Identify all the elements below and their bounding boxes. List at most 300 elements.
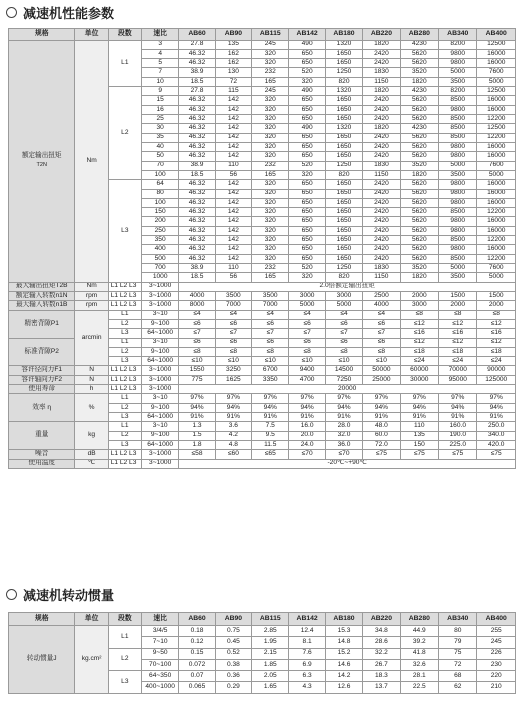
column-header: AB180 — [325, 613, 362, 626]
table-cell: 420.0 — [477, 440, 516, 449]
unit-cell: ℃ — [75, 459, 108, 468]
table-cell: 320 — [252, 133, 289, 142]
unit-cell: kg — [75, 422, 108, 450]
table-cell: 94% — [252, 403, 289, 412]
column-header: AB142 — [289, 613, 325, 626]
table-cell: 97% — [363, 394, 400, 403]
table-cell: ≤8 — [439, 310, 477, 319]
unit-cell: N — [75, 366, 108, 375]
table-row — [9, 366, 516, 375]
column-header: 段数 — [108, 29, 141, 41]
unit-cell: dB — [75, 450, 108, 459]
table-cell: 3500 — [215, 291, 251, 300]
table-cell: 650 — [289, 180, 325, 189]
table-cell: 1650 — [325, 217, 362, 226]
table-cell: 5620 — [400, 245, 438, 254]
table-cell: 46.32 — [179, 96, 215, 105]
table-cell: ≤7 — [252, 329, 289, 338]
table-cell: 650 — [289, 198, 325, 207]
unit-cell: rpm — [75, 301, 108, 310]
table-cell: 75 — [439, 648, 477, 659]
table-cell: 36.0 — [325, 440, 362, 449]
table-cell: ≤6 — [215, 319, 251, 328]
label-line: 额定输出扭矩 — [21, 152, 62, 160]
performance-table — [8, 28, 516, 469]
table-cell: 7600 — [477, 161, 516, 170]
table-cell: 1650 — [325, 198, 362, 207]
table-cell: 46.32 — [179, 236, 215, 245]
table-cell: ≤7 — [363, 329, 400, 338]
table-cell: 7.6 — [289, 648, 325, 659]
table-cell: 91% — [252, 413, 289, 422]
table-cell: 91% — [363, 413, 400, 422]
column-header: 单位 — [75, 29, 108, 41]
table-cell: 1650 — [325, 115, 362, 124]
table-cell: 490 — [289, 124, 325, 133]
table-cell: 16000 — [477, 198, 516, 207]
table-cell: 5620 — [400, 254, 438, 263]
table-cell: 2420 — [363, 254, 400, 263]
table-cell: 226 — [477, 648, 516, 659]
table-cell: 5620 — [400, 115, 438, 124]
table-cell: 650 — [289, 236, 325, 245]
table-cell: ≤58 — [179, 450, 215, 459]
table-cell: 2.85 — [252, 626, 289, 637]
table-cell: 8500 — [439, 236, 477, 245]
table-cell: ≤60 — [215, 450, 251, 459]
table-cell: ≤65 — [252, 450, 289, 459]
table-cell: 650 — [289, 115, 325, 124]
ratio-cell: 9~100 — [141, 431, 178, 440]
table-cell: 320 — [252, 49, 289, 58]
table-cell: 165 — [252, 273, 289, 282]
table-cell: 94% — [477, 403, 516, 412]
stage-cell: L1 L2 L3 — [108, 459, 141, 468]
table-cell: 3000 — [400, 301, 438, 310]
table-cell: 2420 — [363, 96, 400, 105]
table-cell: 3500 — [439, 77, 477, 86]
table-cell: 245 — [252, 40, 289, 49]
table-cell: 2420 — [363, 142, 400, 151]
table-cell: 4700 — [289, 375, 325, 384]
table-cell: ≤12 — [477, 338, 516, 347]
table-cell: ≤75 — [439, 450, 477, 459]
table-cell: 60000 — [400, 366, 438, 375]
table-cell: 32.0 — [325, 431, 362, 440]
table-cell: 6700 — [252, 366, 289, 375]
table-cell: 8200 — [439, 87, 477, 96]
table-cell: 320 — [252, 115, 289, 124]
table-cell: 9800 — [439, 49, 477, 58]
table-cell: ≤18 — [477, 347, 516, 356]
table-cell: 1000 — [141, 273, 178, 282]
table-cell: 1650 — [325, 105, 362, 114]
section-title-performance — [6, 2, 114, 22]
table-cell: 95000 — [439, 375, 477, 384]
stage-cell: L1 — [108, 422, 141, 431]
table-cell: 3350 — [252, 375, 289, 384]
table-cell: ≤12 — [477, 319, 516, 328]
table-cell: 4000 — [179, 291, 215, 300]
table-cell: 15 — [141, 96, 178, 105]
table-cell: ≤16 — [439, 329, 477, 338]
row-label: 精密背隙P1 — [9, 310, 75, 338]
table-cell: 320 — [252, 226, 289, 235]
ratio-cell: 3~10 — [141, 310, 178, 319]
row-label: 效率 η — [9, 394, 75, 422]
table-cell: 46.32 — [179, 59, 215, 68]
table-cell: ≤4 — [215, 310, 251, 319]
table-cell: 1650 — [325, 96, 362, 105]
table-cell: 46.32 — [179, 124, 215, 133]
table-cell: 90000 — [477, 366, 516, 375]
circle-bullet-icon — [6, 589, 17, 600]
ratio-cell: 9~100 — [141, 347, 178, 356]
table-cell: 320 — [252, 142, 289, 151]
table-cell: 1820 — [363, 87, 400, 96]
table-cell: 80 — [439, 626, 477, 637]
table-cell: 2420 — [363, 59, 400, 68]
table-cell: 142 — [215, 96, 251, 105]
table-cell: 3520 — [400, 161, 438, 170]
column-header: 段数 — [108, 613, 141, 626]
table-cell: 16 — [141, 105, 178, 114]
table-cell: 14500 — [325, 366, 362, 375]
table-cell: 320 — [252, 198, 289, 207]
table-cell: 28.0 — [325, 422, 362, 431]
row-label: 额定输入转数n1N — [9, 291, 75, 300]
table-cell: 142 — [215, 226, 251, 235]
table-cell: 46.32 — [179, 254, 215, 263]
table-cell: 3250 — [215, 366, 251, 375]
table-cell: 9800 — [439, 198, 477, 207]
table-row — [9, 459, 516, 468]
table-cell: 115 — [215, 87, 251, 96]
table-cell: 150 — [400, 440, 438, 449]
unit-cell: kg.cm² — [75, 626, 108, 694]
table-cell: 650 — [289, 49, 325, 58]
table-cell: 8500 — [439, 208, 477, 217]
table-cell: 8500 — [439, 124, 477, 133]
table-cell: 94% — [289, 403, 325, 412]
table-cell: ≤24 — [400, 357, 438, 366]
table-cell: 1820 — [363, 124, 400, 133]
table-cell: 16000 — [477, 152, 516, 161]
column-header: AB400 — [477, 613, 516, 626]
table-cell: 520 — [289, 264, 325, 273]
ratio-cell: 3~1000 — [141, 459, 178, 468]
table-cell: 820 — [325, 77, 362, 86]
table-cell: 1.85 — [252, 659, 289, 670]
table-cell: 4230 — [400, 124, 438, 133]
table-cell: 16.0 — [289, 422, 325, 431]
table-cell: 7~10 — [141, 637, 178, 648]
table-cell: 25 — [141, 115, 178, 124]
table-cell: ≤6 — [363, 319, 400, 328]
table-cell: 14.2 — [325, 671, 362, 682]
table-cell: 1500 — [477, 291, 516, 300]
table-row — [9, 291, 516, 300]
table-cell: 38.9 — [179, 161, 215, 170]
table-cell: 135 — [400, 431, 438, 440]
table-row — [9, 375, 516, 384]
table-cell: 97% — [477, 394, 516, 403]
inertia-table — [8, 612, 516, 694]
table-cell: ≤4 — [179, 310, 215, 319]
table-cell: 56 — [215, 273, 251, 282]
table-cell: 350 — [141, 236, 178, 245]
table-cell: 142 — [215, 217, 251, 226]
table-cell: 12200 — [477, 254, 516, 263]
table-cell: 1820 — [400, 77, 438, 86]
table-cell: ≤7 — [325, 329, 362, 338]
table-cell: 3500 — [439, 273, 477, 282]
column-header: 规格 — [9, 613, 75, 626]
table-row — [9, 450, 516, 459]
column-header: AB220 — [363, 613, 400, 626]
table-cell: 2420 — [363, 236, 400, 245]
table-cell: 8500 — [439, 96, 477, 105]
table-cell: 94% — [325, 403, 362, 412]
table-cell: 27.8 — [179, 87, 215, 96]
table-cell: 4.2 — [215, 431, 251, 440]
table-cell: 225.0 — [439, 440, 477, 449]
table-cell: 1150 — [363, 170, 400, 179]
row-label: 使用寿命 — [9, 385, 75, 394]
table-cell: 320 — [289, 273, 325, 282]
table-cell: 5620 — [400, 105, 438, 114]
column-header: AB90 — [215, 29, 251, 41]
table-cell: 1830 — [363, 161, 400, 170]
table-cell: 100 — [141, 198, 178, 207]
table-cell: 5620 — [400, 152, 438, 161]
table-cell: 400 — [141, 245, 178, 254]
table-cell: 97% — [215, 394, 251, 403]
table-cell: 3500 — [252, 291, 289, 300]
table-cell: 245 — [252, 87, 289, 96]
stage-cell: L2 — [108, 403, 141, 412]
section-title-text: 减速机转动惯量 — [23, 588, 115, 604]
table-cell: ≤8 — [477, 310, 516, 319]
table-cell: 190.0 — [439, 431, 477, 440]
table-cell: 320 — [252, 105, 289, 114]
table-cell: 5000 — [289, 301, 325, 310]
table-cell: 650 — [289, 142, 325, 151]
table-cell: 650 — [289, 96, 325, 105]
table-cell: ≤6 — [325, 338, 362, 347]
table-cell: 94% — [363, 403, 400, 412]
table-cell: 250.0 — [477, 422, 516, 431]
table-cell: ≤10 — [252, 357, 289, 366]
table-cell: 3.6 — [215, 422, 251, 431]
column-header: AB220 — [363, 29, 400, 41]
table-cell: 18.3 — [363, 671, 400, 682]
table-cell: 520 — [289, 161, 325, 170]
table-cell: 46.32 — [179, 217, 215, 226]
table-cell: 46.32 — [179, 226, 215, 235]
table-cell: 20.0 — [289, 431, 325, 440]
table-cell: 12200 — [477, 208, 516, 217]
table-cell: ≤10 — [179, 357, 215, 366]
table-cell: 5000 — [439, 161, 477, 170]
stage-cell: L2 — [108, 648, 141, 671]
ratio-cell: 64~1000 — [141, 440, 178, 449]
stage-cell: L1 L2 L3 — [108, 450, 141, 459]
table-cell: 2420 — [363, 217, 400, 226]
table-cell: 16000 — [477, 180, 516, 189]
table-cell: 8500 — [439, 115, 477, 124]
table-cell: 9.5 — [252, 431, 289, 440]
table-cell: 38.9 — [179, 264, 215, 273]
table-cell: 1320 — [325, 40, 362, 49]
table-cell: 1830 — [363, 68, 400, 77]
table-cell: 1650 — [325, 226, 362, 235]
table-cell: 142 — [215, 133, 251, 142]
table-row — [9, 385, 516, 394]
table-cell: 1320 — [325, 87, 362, 96]
column-header: AB340 — [439, 613, 477, 626]
unit-cell: Nm — [75, 40, 108, 282]
table-cell: 1150 — [363, 273, 400, 282]
table-cell: 32.2 — [363, 648, 400, 659]
table-cell: 91% — [400, 413, 438, 422]
table-cell: 18.5 — [179, 170, 215, 179]
table-cell: 72.0 — [363, 440, 400, 449]
table-cell: 68 — [439, 671, 477, 682]
table-cell: 1650 — [325, 245, 362, 254]
table-cell: 162 — [215, 59, 251, 68]
row-label: 最大输出扭矩T2B — [9, 282, 75, 291]
table-cell: ≤75 — [400, 450, 438, 459]
table-cell: 91% — [477, 413, 516, 422]
column-header: AB180 — [325, 29, 362, 41]
row-label: 容许径向力F1 — [9, 366, 75, 375]
column-header: AB60 — [179, 613, 215, 626]
table-cell: 46.32 — [179, 142, 215, 151]
table-cell: ≤8 — [179, 347, 215, 356]
table-cell: 320 — [252, 180, 289, 189]
table-cell: ≤8 — [215, 347, 251, 356]
table-cell: 13.7 — [363, 682, 400, 693]
table-cell: 70~100 — [141, 659, 178, 670]
table-cell: 0.18 — [179, 626, 215, 637]
table-cell: 5620 — [400, 208, 438, 217]
stage-cell: L1 L2 L3 — [108, 291, 141, 300]
table-cell: ≤12 — [439, 338, 477, 347]
table-cell: 162 — [215, 49, 251, 58]
stage-cell: L2 — [108, 431, 141, 440]
table-cell: 1820 — [400, 273, 438, 282]
table-cell: ≤4 — [289, 310, 325, 319]
table-cell: 245 — [477, 637, 516, 648]
table-cell: 72 — [439, 659, 477, 670]
table-cell: 1650 — [325, 152, 362, 161]
table-cell: 11.5 — [252, 440, 289, 449]
table-cell: 2000 — [400, 291, 438, 300]
stage-cell: L3 — [108, 180, 141, 282]
stage-cell: L1 L2 L3 — [108, 282, 141, 291]
ratio-cell: 3~1000 — [141, 282, 178, 291]
row-label: 使用温度 — [9, 459, 75, 468]
row-label: 容许轴向力F2 — [9, 375, 75, 384]
column-header: AB115 — [252, 29, 289, 41]
ratio-cell: 3~10 — [141, 394, 178, 403]
table-cell: 9800 — [439, 152, 477, 161]
table-cell: 8500 — [439, 133, 477, 142]
table-cell: 650 — [289, 105, 325, 114]
merged-value: -20℃~+90℃ — [179, 459, 516, 468]
table-cell: 650 — [289, 208, 325, 217]
table-cell: 12200 — [477, 133, 516, 142]
table-cell: 0.38 — [215, 659, 251, 670]
stage-cell: L1 — [108, 626, 141, 649]
table-cell: ≤70 — [325, 450, 362, 459]
ratio-cell: 9~100 — [141, 319, 178, 328]
table-cell: ≤7 — [179, 329, 215, 338]
table-cell: 320 — [252, 236, 289, 245]
table-cell: 320 — [289, 77, 325, 86]
stage-cell: L3 — [108, 329, 141, 338]
table-cell: ≤18 — [400, 347, 438, 356]
table-cell: 3000 — [325, 291, 362, 300]
table-cell: 46.32 — [179, 152, 215, 161]
table-cell: 46.32 — [179, 198, 215, 207]
table-cell: 4230 — [400, 40, 438, 49]
table-cell: 2420 — [363, 226, 400, 235]
table-cell: 650 — [289, 59, 325, 68]
table-cell: 60.0 — [363, 431, 400, 440]
table-cell: 1650 — [325, 236, 362, 245]
table-cell: 0.45 — [215, 637, 251, 648]
table-cell: 650 — [289, 217, 325, 226]
table-cell: 220 — [477, 671, 516, 682]
column-header: 单位 — [75, 613, 108, 626]
table-cell: ≤7 — [289, 329, 325, 338]
table-cell: 0.15 — [179, 648, 215, 659]
table-cell: 56 — [215, 170, 251, 179]
table-cell: 2420 — [363, 49, 400, 58]
table-cell: ≤8 — [400, 310, 438, 319]
table-cell: 320 — [252, 254, 289, 263]
ratio-cell: 3~1000 — [141, 291, 178, 300]
stage-cell: L2 — [108, 347, 141, 356]
table-cell: 1830 — [363, 264, 400, 273]
table-cell: 110 — [400, 422, 438, 431]
table-cell: ≤6 — [179, 338, 215, 347]
table-cell: 142 — [215, 142, 251, 151]
table-cell: 64 — [141, 180, 178, 189]
stage-cell: L1 — [108, 394, 141, 403]
table-cell: 1820 — [400, 170, 438, 179]
column-header: AB400 — [477, 29, 516, 41]
table-cell: 232 — [252, 68, 289, 77]
table-cell: 2500 — [363, 291, 400, 300]
table-cell: ≤24 — [439, 357, 477, 366]
table-cell: 30000 — [400, 375, 438, 384]
table-cell: 1650 — [325, 59, 362, 68]
table-cell: 34.8 — [363, 626, 400, 637]
table-cell: 6.9 — [289, 659, 325, 670]
table-cell: ≤10 — [325, 357, 362, 366]
table-cell: 12.4 — [289, 626, 325, 637]
table-row — [9, 301, 516, 310]
table-cell: 15.2 — [325, 648, 362, 659]
table-cell: 165 — [252, 170, 289, 179]
table-cell: 18.5 — [179, 77, 215, 86]
table-cell: 50 — [141, 152, 178, 161]
table-cell: 91% — [179, 413, 215, 422]
table-cell: ≤4 — [363, 310, 400, 319]
